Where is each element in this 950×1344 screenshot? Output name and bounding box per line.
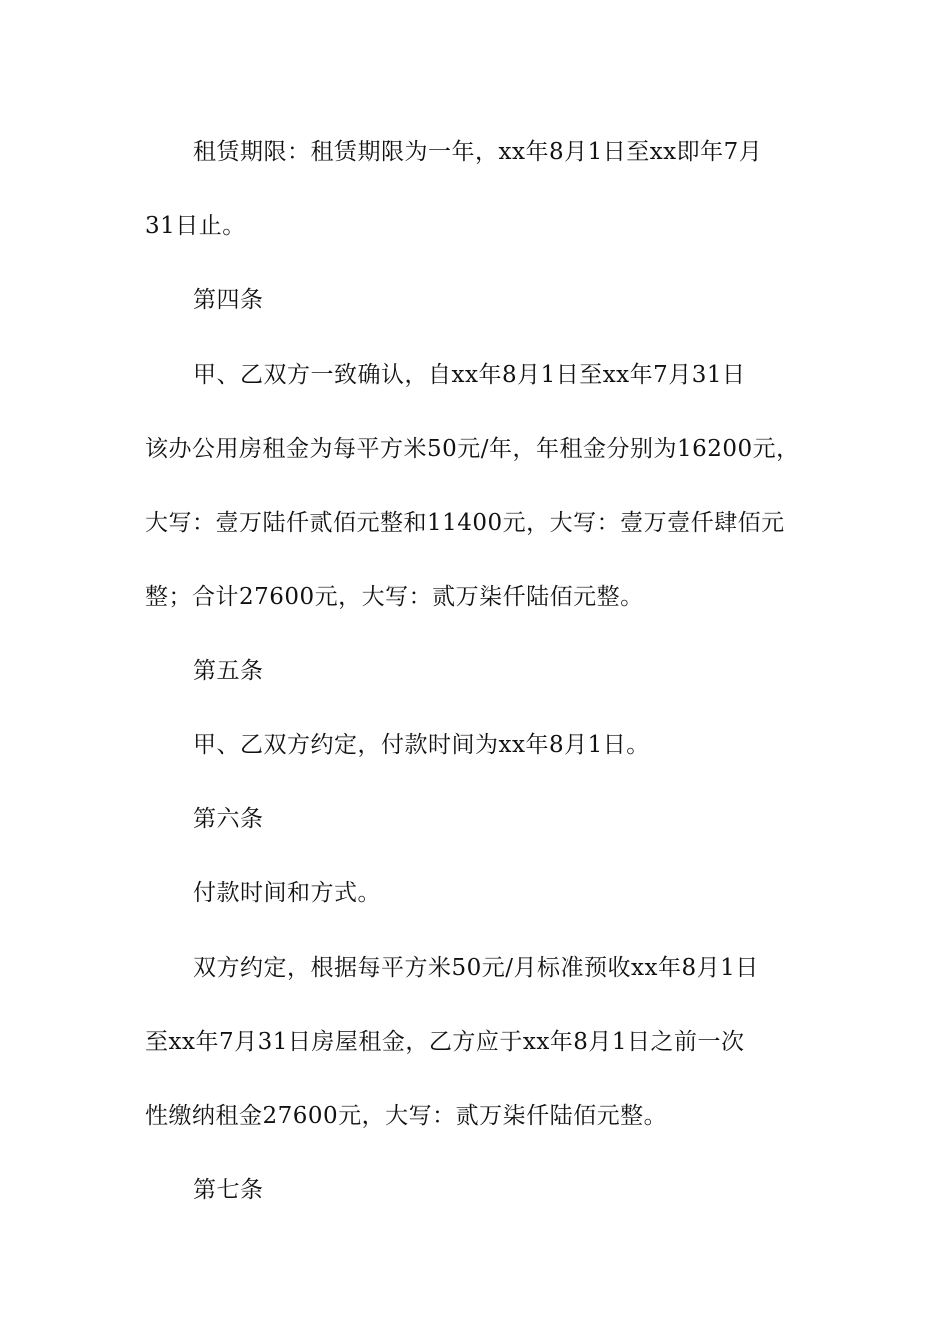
article-5-heading: 第五条: [193, 658, 264, 684]
article-6-subtitle: 付款时间和方式。: [193, 880, 381, 906]
article-6-heading: 第六条: [193, 806, 264, 832]
lease-term-line-2: 31日止。: [145, 213, 246, 239]
article-6-text-line-1: 双方约定，根据每平方米50元/月标准预收xx年8月1日: [193, 955, 759, 981]
article-4-heading: 第四条: [193, 287, 264, 313]
article-5-text: 甲、乙双方约定，付款时间为xx年8月1日。: [193, 732, 650, 758]
article-7-heading: 第七条: [193, 1177, 264, 1203]
article-4-text-line-4: 整；合计27600元，大写：贰万柒仟陆佰元整。: [145, 584, 644, 610]
article-4-text-line-2: 该办公用房租金为每平方米50元/年，年租金分别为16200元，: [145, 436, 800, 462]
lease-term-line-1: 租赁期限：租赁期限为一年，xx年8月1日至xx即年7月: [193, 139, 763, 165]
article-6-text-line-3: 性缴纳租金27600元，大写：贰万柒仟陆佰元整。: [145, 1103, 668, 1129]
article-4-text-line-1: 甲、乙双方一致确认，自xx年8月1日至xx年7月31日: [193, 362, 746, 388]
article-4-text-line-3: 大写：壹万陆仟贰佰元整和11400元，大写：壹万壹仟肆佰元: [145, 510, 785, 536]
article-6-text-line-2: 至xx年7月31日房屋租金，乙方应于xx年8月1日之前一次: [145, 1029, 745, 1055]
